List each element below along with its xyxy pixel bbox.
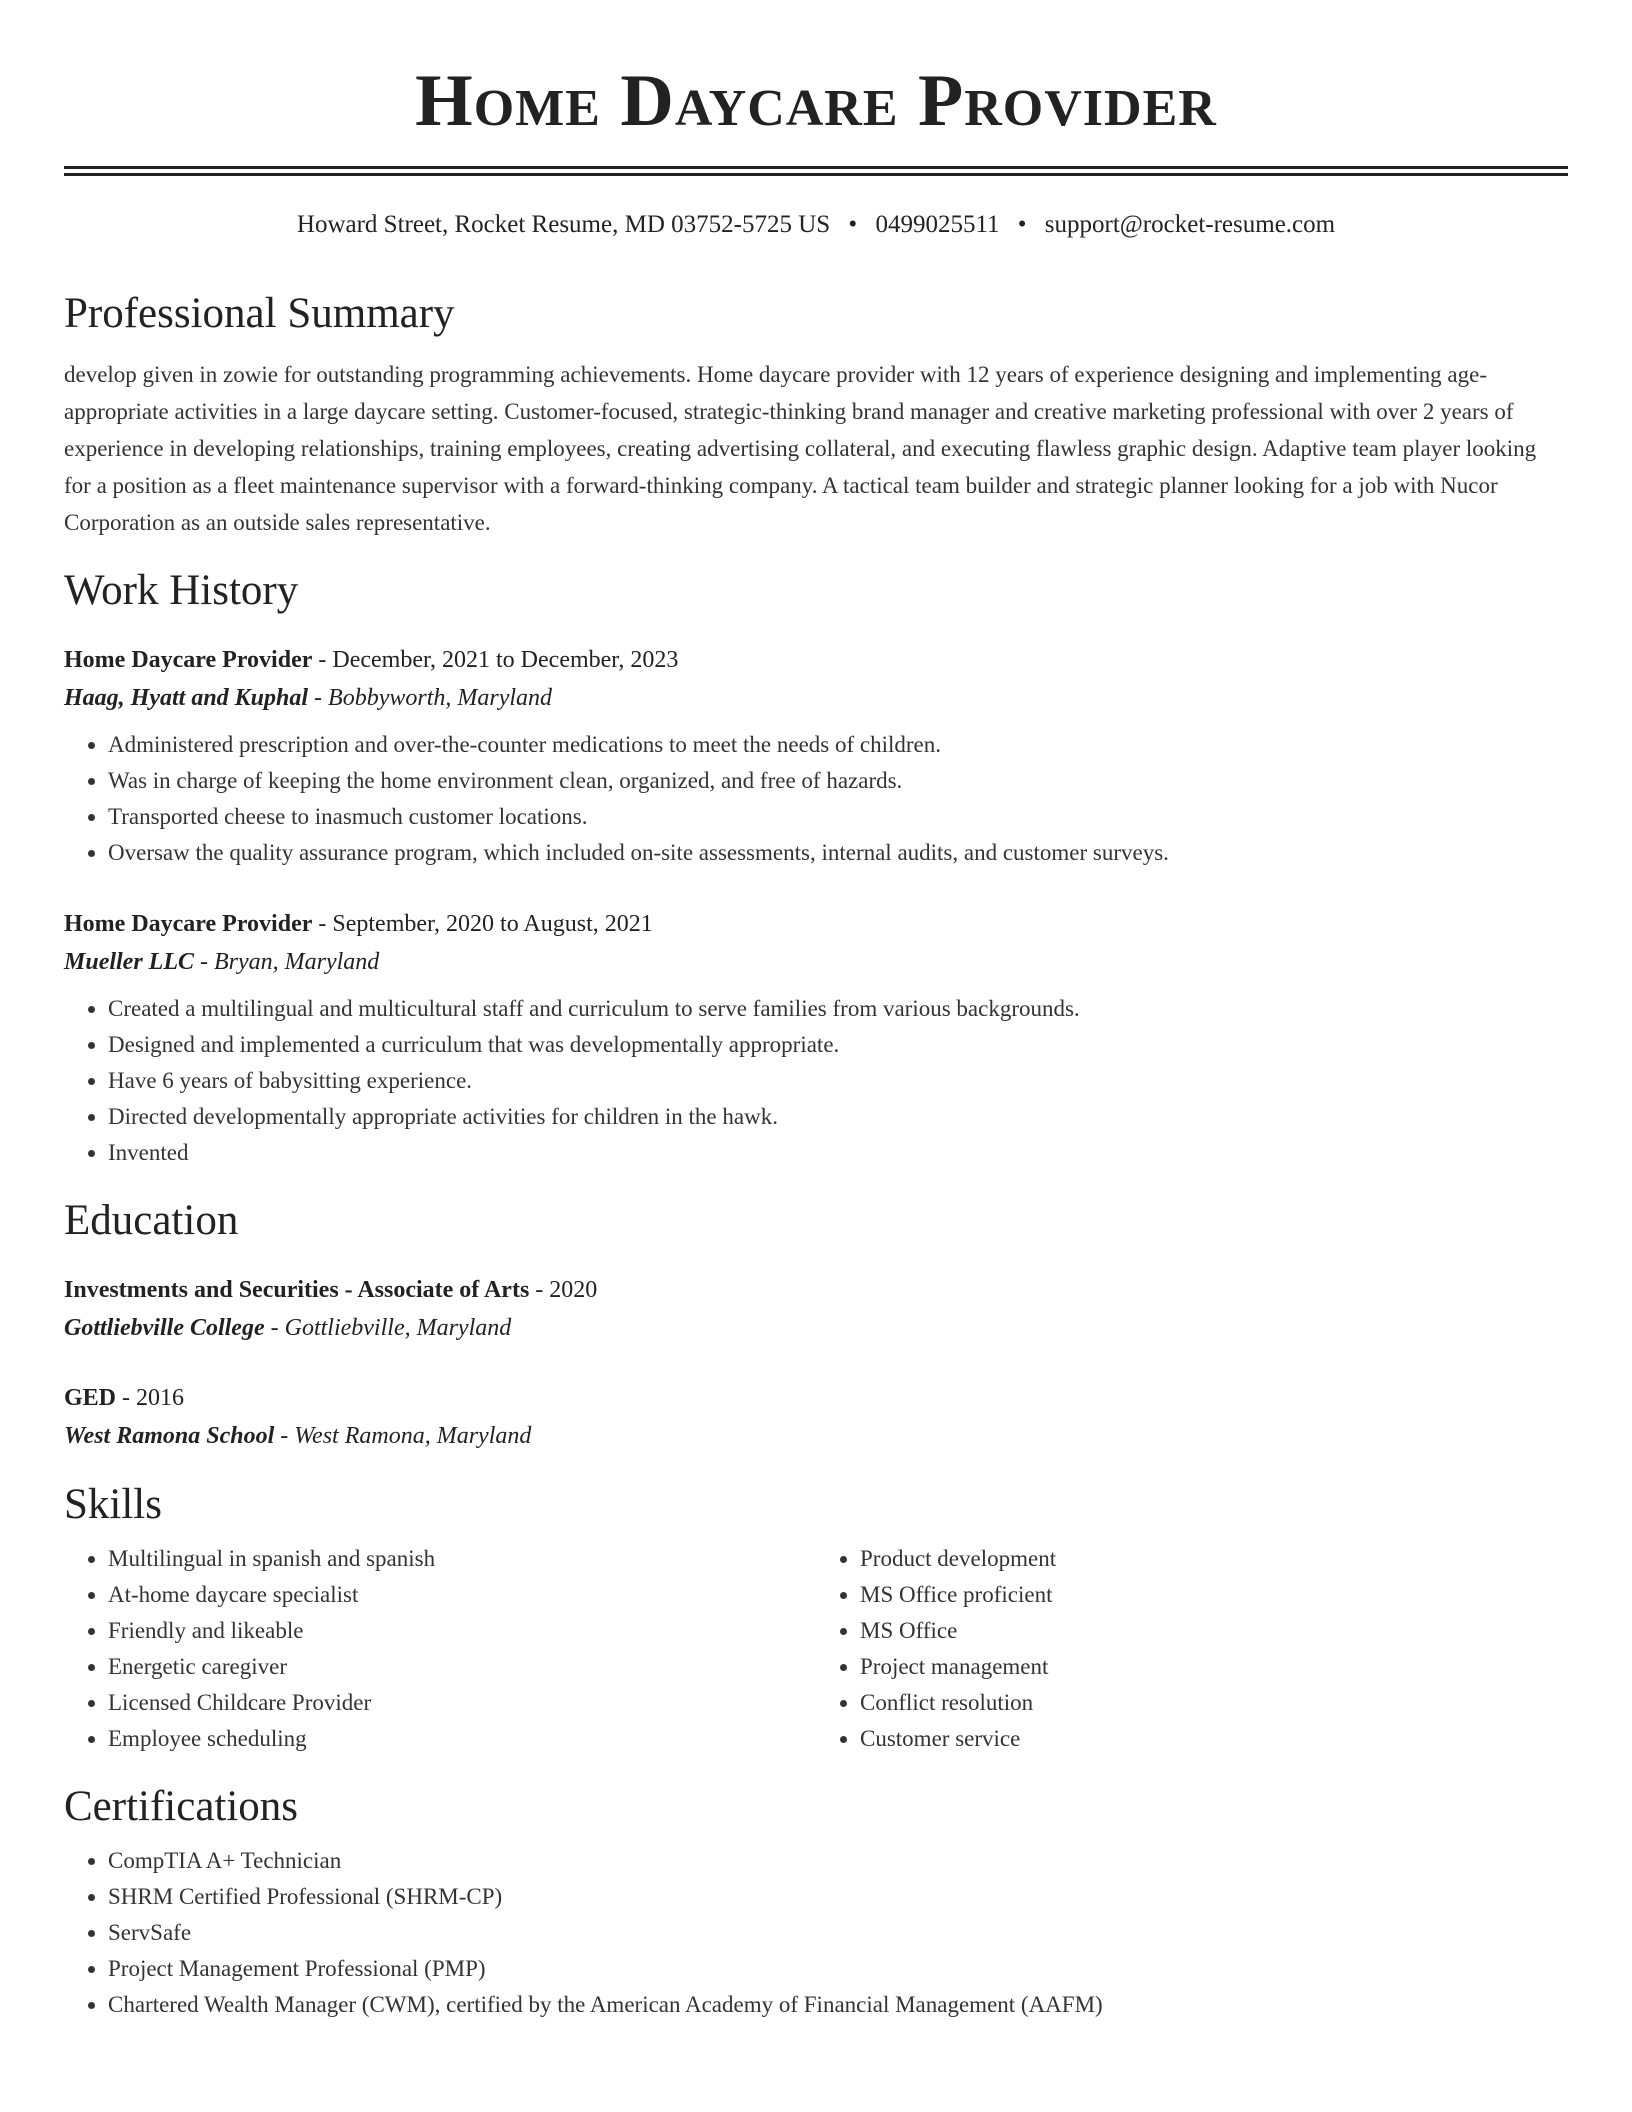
education-heading: Education bbox=[64, 1197, 239, 1244]
education-school-line: West Ramona School - West Ramona, Maryland bbox=[64, 1423, 532, 1449]
list-item: • Oversaw the quality assurance program, which included on-site assessments, internal audits, and customer surveys. bbox=[108, 835, 1568, 871]
education-school: Gottliebville College bbox=[64, 1315, 265, 1341]
education-degree: Investments and Securities - Associate of Arts bbox=[64, 1277, 530, 1303]
list-item: • SHRM Certified Professional (SHRM-CP) bbox=[108, 1879, 1568, 1915]
job-title: Home Daycare Provider bbox=[64, 647, 313, 673]
contact-email: support@rocket-resume.com bbox=[1044, 211, 1336, 238]
job-title-line: Home Daycare Provider - September, 2020 to August, 2021 bbox=[64, 911, 653, 937]
job-company-line: Haag, Hyatt and Kuphal - Bobbyworth, Maryland bbox=[64, 685, 553, 711]
list-item: • Created a multilingual and multicultural staff and curriculum to serve families from various backgrounds. bbox=[108, 991, 1568, 1027]
list-item: • MS Office proficient bbox=[860, 1577, 1568, 1613]
job-company: Mueller LLC bbox=[64, 949, 194, 975]
title-divider-top bbox=[64, 166, 1568, 169]
education-entry bbox=[64, 1271, 1568, 1347]
job-bullets bbox=[64, 991, 1568, 1171]
list-item: • At-home daycare specialist bbox=[108, 1577, 816, 1613]
job-dates: December, 2021 to December, 2023 bbox=[332, 647, 679, 673]
certifications-heading: Certifications bbox=[64, 1783, 299, 1830]
list-item: • MS Office bbox=[860, 1613, 1568, 1649]
contact-phone: 0499025511 bbox=[875, 211, 1000, 238]
skills-right-list bbox=[816, 1541, 1568, 1757]
education-location: Gottliebville, Maryland bbox=[284, 1315, 512, 1341]
list-item: • Directed developmentally appropriate activities for children in the hawk. bbox=[108, 1099, 1568, 1135]
skills-left-list bbox=[64, 1541, 816, 1757]
list-item: • Energetic caregiver bbox=[108, 1649, 816, 1685]
list-item: • Transported cheese to inasmuch customer locations. bbox=[108, 799, 1568, 835]
job-entry bbox=[64, 905, 1568, 1171]
job-title: Home Daycare Provider bbox=[64, 911, 313, 937]
job-location: Bryan, Maryland bbox=[214, 949, 380, 975]
education-degree-line: Investments and Securities - Associate of Arts - 2020 bbox=[64, 1277, 598, 1303]
job-company-line: Mueller LLC - Bryan, Maryland bbox=[64, 949, 380, 975]
list-item: • Invented bbox=[108, 1135, 1568, 1171]
list-item: • CompTIA A+ Technician bbox=[108, 1843, 1568, 1879]
list-item: • Licensed Childcare Provider bbox=[108, 1685, 816, 1721]
job-title-line: Home Daycare Provider - December, 2021 to December, 2023 bbox=[64, 647, 679, 673]
education-entry bbox=[64, 1379, 1568, 1455]
contact-separator: • bbox=[848, 211, 858, 238]
certifications-list bbox=[64, 1843, 1568, 2023]
list-item: • Employee scheduling bbox=[108, 1721, 816, 1757]
education-degree: GED bbox=[64, 1385, 117, 1411]
contact-line bbox=[64, 210, 1568, 240]
job-entry bbox=[64, 641, 1568, 871]
education-year: 2016 bbox=[136, 1385, 185, 1411]
education-school-line: Gottliebville College - Gottliebville, Maryland bbox=[64, 1315, 512, 1341]
job-company: Haag, Hyatt and Kuphal bbox=[64, 685, 309, 711]
list-item: • Product development bbox=[860, 1541, 1568, 1577]
list-item: • Project management bbox=[860, 1649, 1568, 1685]
work-history-heading: Work History bbox=[64, 567, 299, 614]
list-item: • ServSafe bbox=[108, 1915, 1568, 1951]
list-item: • Project Management Professional (PMP) bbox=[108, 1951, 1568, 1987]
education-location: West Ramona, Maryland bbox=[294, 1423, 532, 1449]
skills-heading: Skills bbox=[64, 1481, 162, 1528]
summary-text: develop given in zowie for outstanding programming achievements. Home daycare provider with 12 years of experience designing and implementing age-appropriate activities in a large daycare setting. Customer-focused, strategic-thinking brand manager and creative marketing professional with over 2 years of experience in developing relationships, training employees, creating advertising collateral, and executing flawless graphic design. Adaptive team player looking for a position as a fleet maintenance supervisor with a forward-thinking company. A tactical team builder and strategic planner looking for a job with Nucor Corporation as an outside sales representative. bbox=[64, 362, 1537, 535]
job-dates: September, 2020 to August, 2021 bbox=[332, 911, 653, 937]
education-degree-line: GED - 2016 bbox=[64, 1385, 185, 1411]
contact-address: Howard Street, Rocket Resume, MD 03752-5725 US bbox=[296, 211, 831, 238]
list-item: • Administered prescription and over-the-counter medications to meet the needs of children. bbox=[108, 727, 1568, 763]
list-item: • Friendly and likeable bbox=[108, 1613, 816, 1649]
list-item: • Designed and implemented a curriculum that was developmentally appropriate. bbox=[108, 1027, 1568, 1063]
education-year: 2020 bbox=[549, 1277, 598, 1303]
job-location: Bobbyworth, Maryland bbox=[328, 685, 553, 711]
skills-columns bbox=[64, 1541, 1568, 1757]
job-bullets bbox=[64, 727, 1568, 871]
resume-title: Home Daycare Provider bbox=[415, 60, 1217, 142]
education-school: West Ramona School bbox=[64, 1423, 275, 1449]
contact-separator: • bbox=[1017, 211, 1027, 238]
summary-heading: Professional Summary bbox=[64, 290, 455, 337]
list-item: • Conflict resolution bbox=[860, 1685, 1568, 1721]
list-item: • Customer service bbox=[860, 1721, 1568, 1757]
title-divider-bottom bbox=[64, 173, 1568, 176]
list-item: • Have 6 years of babysitting experience. bbox=[108, 1063, 1568, 1099]
list-item: • Multilingual in spanish and spanish bbox=[108, 1541, 816, 1577]
list-item: • Was in charge of keeping the home environment clean, organized, and free of hazards. bbox=[108, 763, 1568, 799]
list-item: • Chartered Wealth Manager (CWM), certified by the American Academy of Financial Management (AAFM) bbox=[108, 1987, 1568, 2023]
